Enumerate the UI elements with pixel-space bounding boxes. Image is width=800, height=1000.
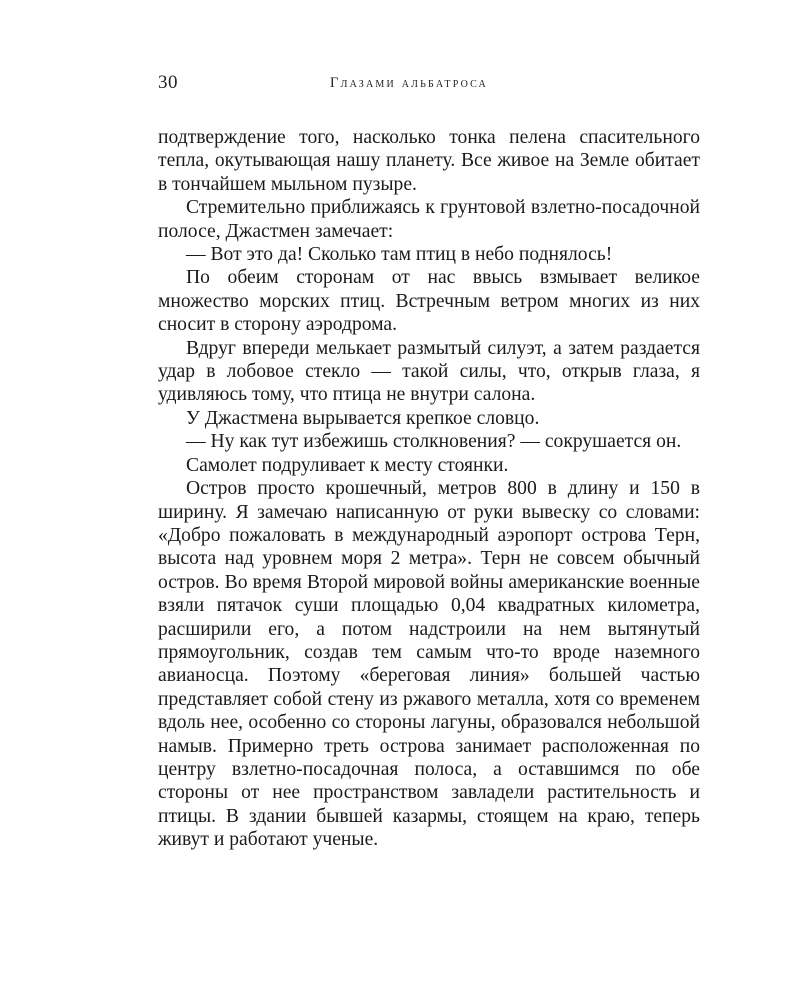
- running-title: Глазами альбатроса: [330, 75, 488, 91]
- page-number: 30: [158, 72, 178, 93]
- paragraph-continuation: подтверждение того, насколько тонка пелена спасительного тепла, окутывающая нашу планету. Все живое на Земле обитает в тончайшем мыльном пузыре.: [158, 127, 700, 195]
- paragraph: У Джастмена вырывается крепкое словцо.: [186, 407, 540, 429]
- running-head: [158, 72, 700, 96]
- paragraph: Самолет подруливает к месту стоянки.: [186, 454, 509, 476]
- dialogue-line: — Ну как тут избежишь столкновения? — сокрушается он.: [186, 431, 682, 453]
- paragraph: Остров просто крошечный, метров 800 в длину и 150 в ширину. Я замечаю написанную от руки вывеску со словами: «Добро пожаловать в международный аэропорт острова Терн, высота над уровнем моря 2 метра». Терн не совсем обычный остров. Во время Второй мировой войны американские военные взяли пятачок суши площадью 0,04 квадратных километра, расширили его, а потом надстроили на нем вытянутый прямоугольник, создав тем самым что-то вроде наземного авианосца. Поэтому «береговая линия» большей частью представляет собой стену из ржавого металла, хотя со временем вдоль нее, особенно со стороны лагуны, образовался небольшой намыв. Примерно треть острова занимает расположенная по центру взлетно-посадочная полоса, а оставшимся по обе стороны от нее пространством завладели растительность и птицы. В здании бывшей казармы, стоящем на краю, теперь живут и работают ученые.: [158, 478, 700, 851]
- dialogue-line: — Вот это да! Сколько там птиц в небо поднялось!: [186, 244, 613, 266]
- paragraph: Вдруг впереди мелькает размытый силуэт, а затем раздается удар в лобовое стекло — такой силы, что, открыв глаза, я удивляюсь тому, что птица не внутри салона.: [158, 337, 700, 406]
- paragraph: Стремительно приближаясь к грунтовой взлетно-посадочной полосе, Джастмен замечает:: [158, 197, 700, 242]
- body-text: [158, 126, 700, 852]
- paragraph: По обеим сторонам от нас ввысь взмывает великое множество морских птиц. Встречным ветром многих из них сносит в сторону аэродрома.: [158, 267, 700, 336]
